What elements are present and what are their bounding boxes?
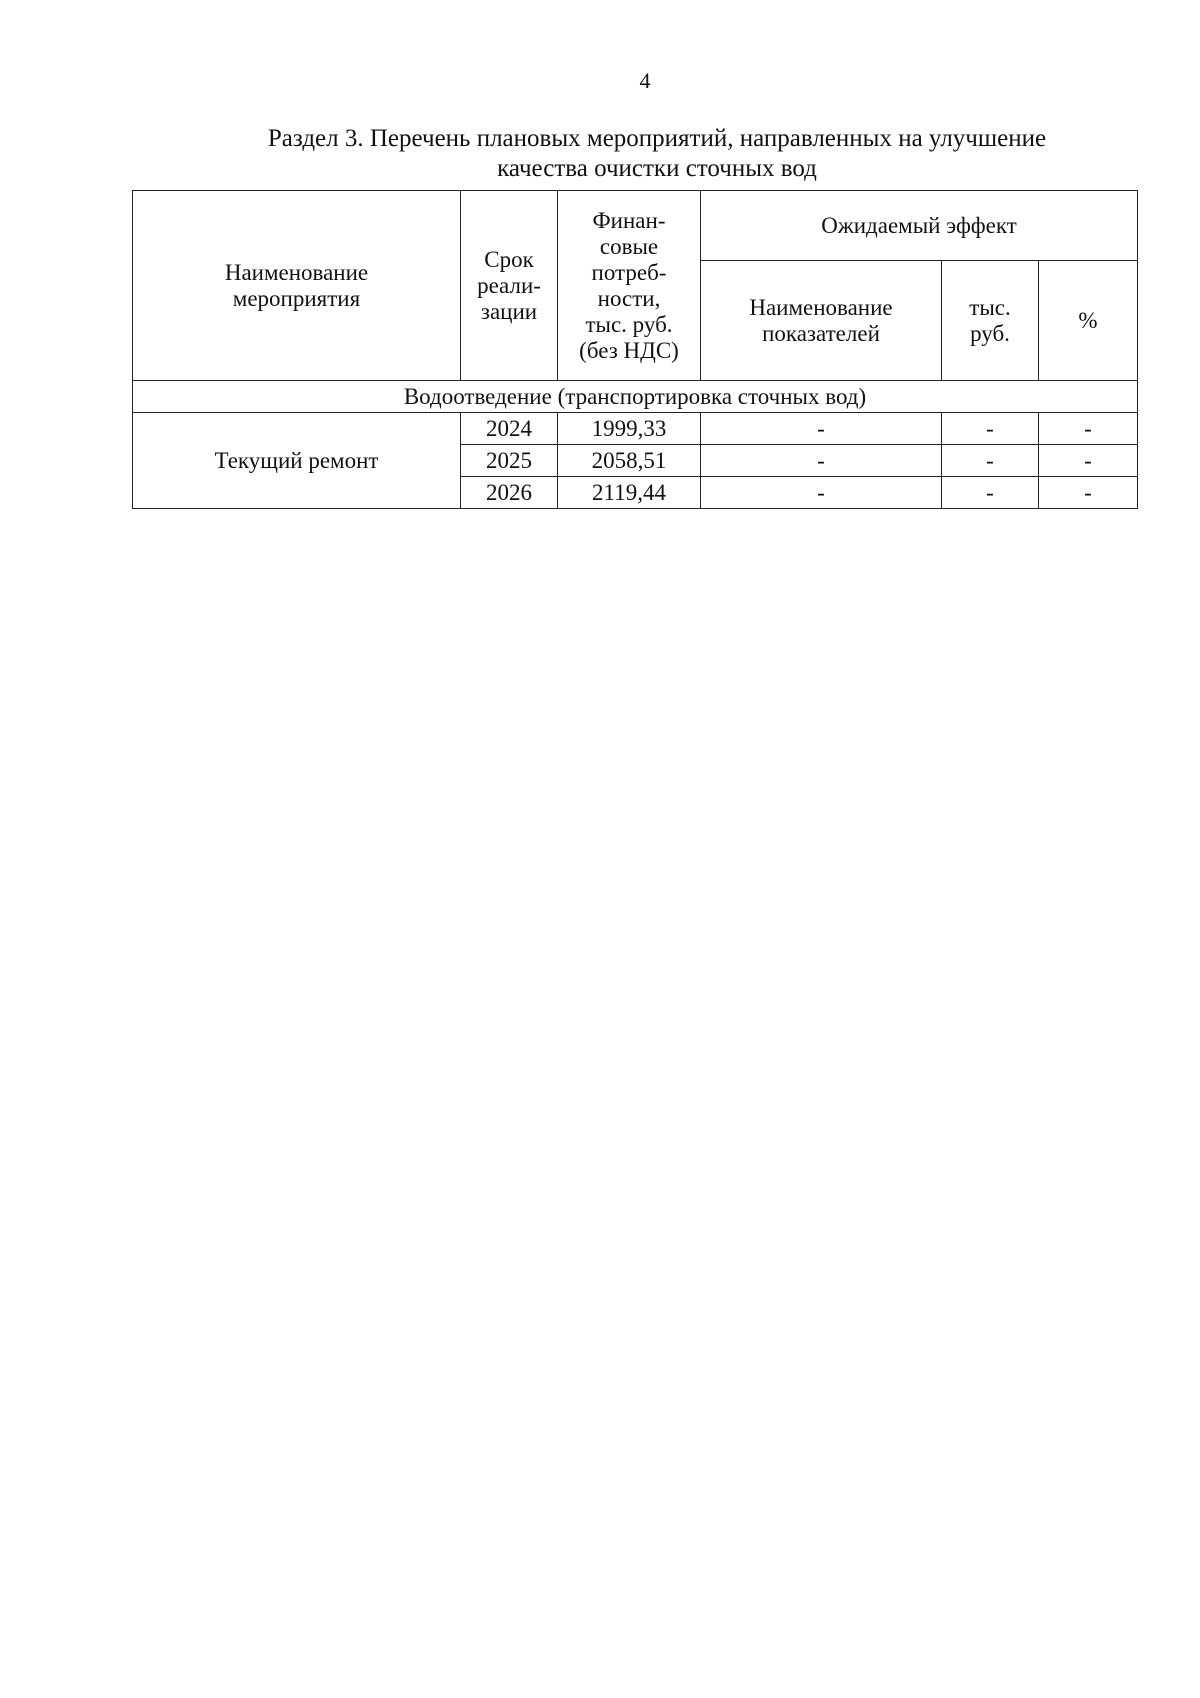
header-row-top xyxy=(133,191,1138,261)
page-number: 4 xyxy=(639,68,651,93)
header-percent: % xyxy=(1039,261,1138,381)
section-title xyxy=(132,124,1182,184)
rub-cell: - xyxy=(942,445,1039,477)
amount-cell: 1999,33 xyxy=(558,413,701,445)
year-cell: 2025 xyxy=(461,445,558,477)
section-title-line-2: качества очистки сточных вод xyxy=(497,155,817,182)
header-term: Срок реали- зации xyxy=(461,191,558,381)
activities-table xyxy=(132,190,1138,509)
amount-cell: 2058,51 xyxy=(558,445,701,477)
group-label: Водоотведение (транспортировка сточных вод) xyxy=(133,381,1138,413)
pct-cell: - xyxy=(1039,413,1138,445)
activity-name: Текущий ремонт xyxy=(133,413,461,509)
amount-cell: 2119,44 xyxy=(558,477,701,509)
header-thousand-rub: тыс. руб. xyxy=(942,261,1039,381)
indicator-cell: - xyxy=(701,445,942,477)
header-indicators: Наименование показателей xyxy=(701,261,942,381)
year-cell: 2024 xyxy=(461,413,558,445)
header-expected-effect: Ожидаемый эффект xyxy=(701,191,1138,261)
table-row xyxy=(133,413,1138,445)
section-title-line-1: Раздел 3. Перечень плановых мероприятий, направленных на улучшение xyxy=(267,125,1047,152)
indicator-cell: - xyxy=(701,477,942,509)
year-cell: 2026 xyxy=(461,477,558,509)
indicator-cell: - xyxy=(701,413,942,445)
header-finance: Финан- совые потреб- ности, тыс. руб. (без НДС) xyxy=(558,191,701,381)
rub-cell: - xyxy=(942,477,1039,509)
header-activity-name: Наименование мероприятия xyxy=(133,191,461,381)
pct-cell: - xyxy=(1039,445,1138,477)
pct-cell: - xyxy=(1039,477,1138,509)
group-row xyxy=(133,381,1138,413)
rub-cell: - xyxy=(942,413,1039,445)
